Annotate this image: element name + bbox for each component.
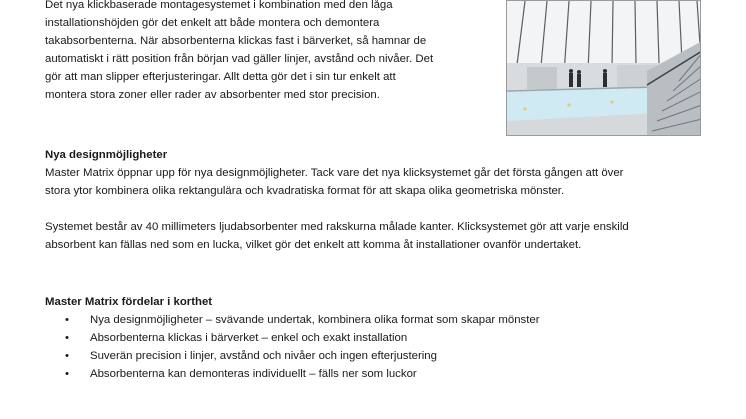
bullet-icon: • [65, 350, 69, 362]
intro-paragraph [45, 0, 495, 104]
intro-line: Det nya klickbaserade montagesystemet i kombination med den låga [45, 0, 393, 11]
intro-line: montera stora zoner eller rader av absorbenter med stor precision. [45, 89, 380, 101]
intro-line: automatiskt i rätt position från början vad gäller linjer, avstånd och nivåer. Det [45, 53, 434, 65]
design-paragraph-line: absorbent kan fällas ned som en lucka, vilket gör det enkelt att komma åt installationer ovanför undertaket. [45, 239, 582, 251]
design-paragraph-line: Master Matrix öppnar upp för nya designmöjligheter. Tack vare det nya klicksystemet går det första gången att över [45, 167, 624, 179]
list-item [45, 329, 725, 347]
list-item [45, 365, 725, 383]
ceiling-photo [506, 0, 701, 136]
list-item-text: Nya designmöjligheter – svävande undertak, kombinera olika format som skapar mönster [90, 314, 540, 326]
design-paragraph-1 [45, 164, 725, 200]
intro-line: takabsorbenterna. När absorbenterna klickas fast i bärverket, så hamnar de [45, 35, 427, 47]
benefits-list [45, 311, 725, 383]
list-item-text: Suverän precision i linjer, avstånd och nivåer och ingen efterjustering [90, 350, 437, 362]
bullet-icon: • [65, 332, 69, 344]
benefits-section [45, 293, 725, 383]
design-paragraph-line: stora ytor kombinera olika rektangulära och kvadratiska format för att skapa olika geometriska mönster. [45, 185, 565, 197]
intro-line: installationshöjden gör det enkelt att både montera och demontera [45, 17, 380, 29]
list-item [45, 311, 725, 329]
benefits-heading: Master Matrix fördelar i korthet [45, 296, 213, 308]
list-item-text: Absorbenterna kan demonteras individuellt – fälls ner som luckor [90, 368, 417, 380]
bullet-icon: • [65, 368, 69, 380]
list-item [45, 347, 725, 365]
design-heading: Nya designmöjligheter [45, 149, 168, 161]
intro-line: gör att man slipper efterjusteringar. Allt detta gör det i sin tur enkelt att [45, 71, 396, 83]
bullet-icon: • [65, 314, 69, 326]
list-item-text: Absorbenterna klickas i bärverket – enkel och exakt installation [90, 332, 408, 344]
design-paragraph-2 [45, 218, 725, 254]
design-paragraph-line: Systemet består av 40 millimeters ljudabsorbenter med rakskurna målade kanter. Klicksystemet gör att varje enskild [45, 221, 629, 233]
design-section [45, 146, 725, 254]
